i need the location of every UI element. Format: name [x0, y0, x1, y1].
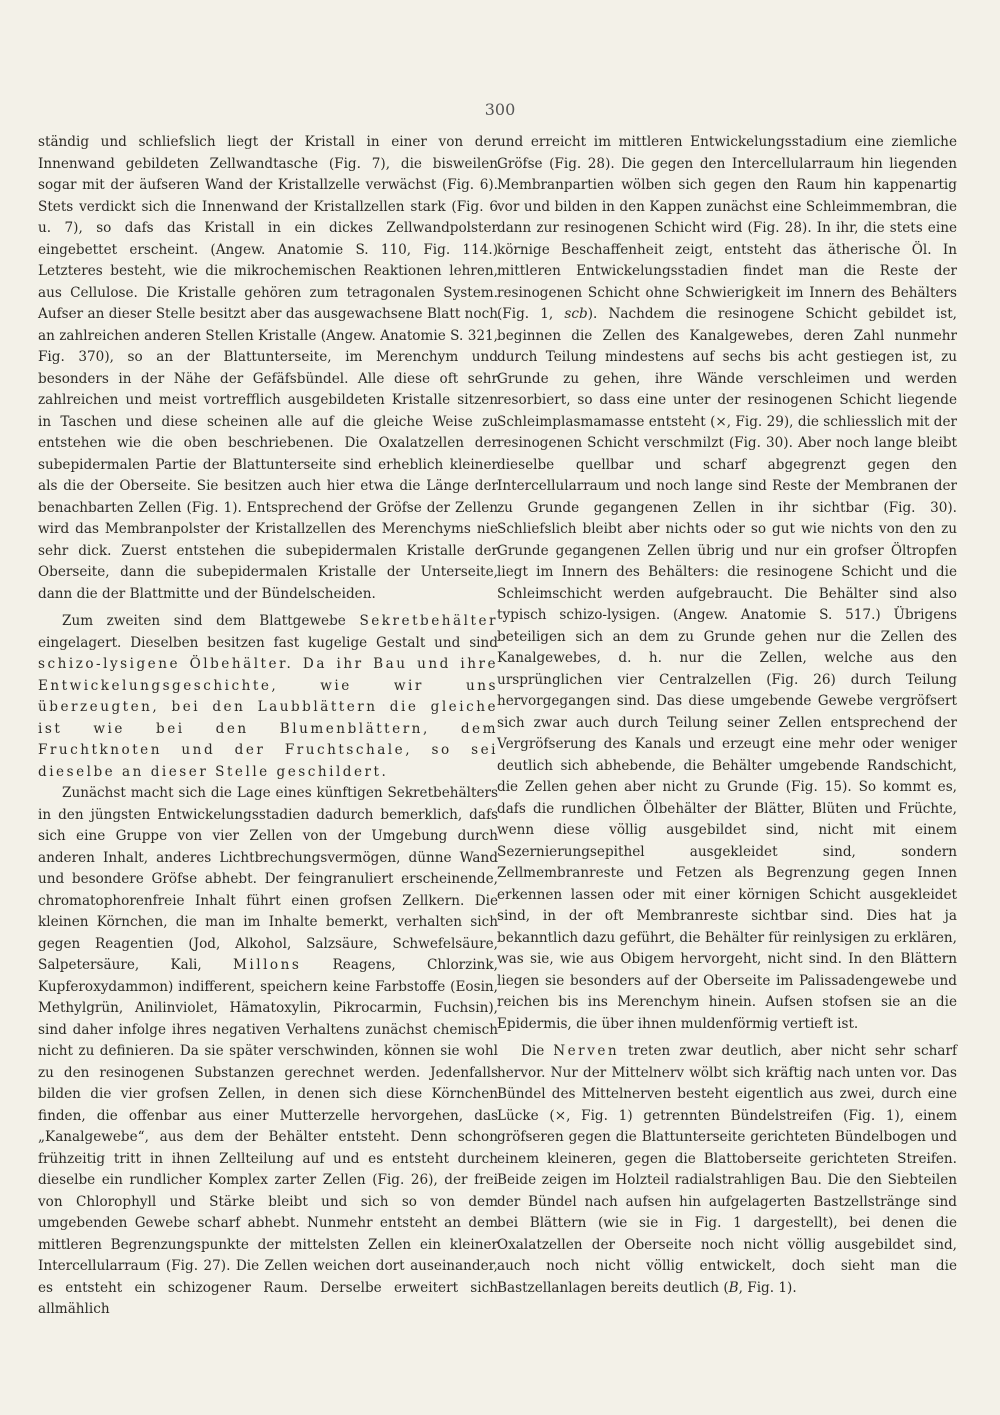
text-run: Zunächst macht sich die Lage eines künftigen Sekretbehälters in den jüngsten Entwickelungsstadien dadurch bemerklich, dafs sich eine Gruppe von vier Zellen von der Umgebung durch anderen Inhalt, anderes Lichtbrechungsvermögen, dünne Wand und besondere Gröfse abhebt. Der feingranuliert erscheinende, chromatophorenfreie Inhalt führt einen grofsen Zellkern. Die kleinen Körnchen, die man im Inhalte bemerkt, verhalten sich gegen Reagentien (Jod, Alkohol, Salzsäure, Schwefelsäure, Salpetersäure, Kali,	[38, 785, 498, 973]
paragraph-nerves	[497, 1041, 957, 1299]
page-number: 300	[484, 100, 516, 119]
italic-term: scb	[564, 306, 588, 322]
text-run: ). Nachdem die resinogene Schicht gebildet ist, beginnen die Zellen des Kanalgewebes, deren Zahl nunmehr durch Teilung mindestens auf sechs bis acht gestiegen ist, zu Grunde zu gehen, ihre Wände verschleimen und werden resorbiert, so dass eine unter der resinogenen Schicht liegende Schleimplasmamasse entsteht (×, Fig. 29), die schliesslich mit der resinogenen Schicht verschmilzt (Fig. 30). Aber noch lange bleibt dieselbe quellbar und scharf abgegrenzt gegen den Intercellularraum und noch lange sind Reste der Membranen der zu Grunde gegangenen Zellen in ihr sichtbar (Fig. 30). Schliefslich bleibt aber nichts oder so gut wie nichts von den zu Grunde gegangenen Zellen übrig und nur ein grofser Öltropfen liegt im Innern des Behälters: die resinogene Schicht und die Schleimschicht werden aufgebraucht. Die Behälter sind also typisch schizo-lysigen. (Angew. Anatomie S. 517.) Übrigens beteiligen sich an dem zu Grunde gehen nur die Zellen des Kanalgewebes, d. h. nur die Zellen, welche aus den ursprünglichen vier Centralzellen (Fig. 26) durch Teilung hervorgegangen sind. Das diese umgebende Gewebe vergröfsert sich zwar auch durch Teilung seiner Zellen entsprechend der Vergröfserung des Kanals und erzeugt eine mehr oder weniger deutlich sich abhebende, die Behälter umgebende Randschicht, die Zellen gehen aber nicht zu Grunde (Fig. 15). So kommt es, dafs die rundlichen Ölbehälter der Blätter, Blüten und Früchte, wenn diese völlig ausgebildet sind, nicht mit einem Sezernierungsepithel ausgekleidet sind, sondern Zellmembranreste und Fetzen als Begrenzung gegen Innen erkennen lassen oder mit einer körnigen Schicht ausgekleidet sind, in der oft Membranreste sichtbar sind. Dies hat ja bekanntlich dazu geführt, die Behälter für reinlysigen zu erklären, was sie, wie aus Obigem hervorgeht, nicht sind. In den Blättern liegen sie besonders auf der Oberseite im Palissadengewebe und reichen bis ins Merenchym hinein. Aufsen stofsen sie an die Epidermis, die über ihnen muldenförmig vertieft ist.	[497, 306, 958, 1032]
paragraph-continued	[497, 132, 957, 1035]
right-column	[497, 132, 957, 1299]
paragraph-development	[38, 783, 498, 1321]
text-run: und erreicht im mittleren Entwickelungsstadium eine ziemliche Gröfse (Fig. 28). Die gegen den Intercellularraum hin liegenden Membranpartien wölben sich gegen den Raum hin kappenartig vor und bilden in den Kappen zunächst eine Schleimmembran, die dann zur resinogenen Schicht wird (Fig. 28). In ihr, die stets eine körnige Beschaffenheit zeigt, entsteht das ätherische Öl. In mittleren Entwickelungsstadien findet man die Reste der resinogenen Schicht ohne Schwierigkeit im Innern des Behälters (Fig. 1,	[497, 134, 957, 322]
text-run: Zum zweiten sind dem Blattgewebe	[62, 613, 360, 629]
text-run: , Fig. 1).	[738, 1279, 797, 1296]
text-run: eingelagert. Dieselben besitzen fast kugelige Gestalt und sind	[38, 634, 498, 651]
text-run: treten zwar deutlich, aber nicht sehr scharf hervor. Nur der Mittelnerv wölbt sich kräftig nach unten vor. Das Bündel des Mittelnerven besteht eigentlich aus zwei, durch eine Lücke (×, Fig. 1) getrennten Bündelstreifen (Fig. 1), einem gröfseren gegen die Blattunterseite gerichteten Bündelbogen und einem kleineren, gegen die Blattoberseite gerichteten Streifen. Beide zeigen im Holzteil radialstrahligen Bau. Die den Siebteilen der Bündel nach aufsen hin aufgelagerten Bastzellstränge sind bei Blättern (wie sie in Fig. 1 dargestellt), bei denen die Oxalatzellen der Oberseite noch nicht völlig ausgebildet sind, auch noch nicht völlig entwickelt, doch sieht man die Bastzellanlagen bereits deutlich (	[497, 1043, 957, 1296]
italic-term: B	[728, 1279, 739, 1296]
spaced-passage: schizo-lysigene Ölbehälter. Da ihr Bau und ihre Entwickelungsgeschichte, wie wir uns überzeugten, bei den Laubblättern die gleiche ist wie bei den Blumenblättern, dem Fruchtknoten und der Fruchtschale, so sei dieselbe an dieser Stelle geschildert.	[38, 656, 498, 780]
spaced-term: Nerven	[553, 1043, 620, 1059]
text-run: Reagens, Chlorzink, Kupferoxydammon) indifferent, speichern keine Farbstoffe (Eosin, Methylgrün, Anilinviolet, Hämatoxylin, Pikrocarmin, Fuchsin), sind daher infolge ihres negativen Verhaltens zunächst chemisch nicht zu definieren. Da sie später verschwinden, können sie wohl zu den resinogenen Substanzen gerechnet werden. Jedenfalls bilden die vier grofsen Zellen, in denen sich diese Körnchen finden, die offenbar aus einer Mutterzelle hervorgehen, das „Kanalgewebe“, aus dem der Behälter entsteht. Denn schon frühzeitig tritt in ihnen Zellteilung auf und es entsteht durch dieselbe ein rundlicher Komplex zarter Zellen (Fig. 26), der frei von Chlorophyll und Stärke bleibt und sich so von dem umgebenden Gewebe scharf abhebt. Nunmehr entsteht an dem mittleren Begrenzungspunkte der mittelsten Zellen ein kleiner Intercellularraum (Fig. 27). Die Zellen weichen dort auseinander, es entsteht ein schizogener Raum. Derselbe erweitert sich allmählich	[38, 957, 498, 1317]
spaced-term: Sekretbehälter	[359, 613, 498, 629]
paragraph-secretion-containers	[38, 611, 498, 783]
text-run: Die	[521, 1043, 554, 1059]
spaced-term: Millons	[232, 957, 302, 973]
left-column	[38, 132, 498, 1321]
paragraph: ständig und schliefslich liegt der Kristall in einer von der Innenwand gebildeten Zellwandtasche (Fig. 7), die bisweilen sogar mit der äufseren Wand der Kristallzelle verwächst (Fig. 6). Stets verdickt sich die Innenwand der Kristallzellen stark (Fig. 6 u. 7), so dafs das Kristall in ein dickes Zellwandpolster eingebettet erscheint. (Angew. Anatomie S. 110, Fig. 114.) Letzteres besteht, wie die mikrochemischen Reaktionen lehren, aus Cellulose. Die Kristalle gehören zum tetragonalen System. Aufser an dieser Stelle besitzt aber das ausgewachsene Blatt noch an zahlreichen anderen Stellen Kristalle (Angew. Anatomie S. 321, Fig. 370), so an der Blattunterseite, im Merenchym und besonders in der Nähe der Gefäfsbündel. Alle diese oft sehr zahlreichen und meist vortrefflich ausgebildeten Kristalle sitzen in Taschen und diese scheinen alle auf die gleiche Weise zu entstehen wie die oben beschriebenen. Die Oxalatzellen der subepidermalen Partie der Blattunterseite sind erheblich kleiner als die der Oberseite. Sie besitzen auch hier etwa die Länge der benachbarten Zellen (Fig. 1). Entsprechend der Gröfse der Zellen wird das Membranpolster der Kristallzellen des Merenchyms nie sehr dick. Zuerst entstehen die subepidermalen Kristalle der Oberseite, dann die subepidermalen Kristalle der Unterseite, dann die der Blattmitte und der Bündelscheiden.	[38, 134, 498, 602]
